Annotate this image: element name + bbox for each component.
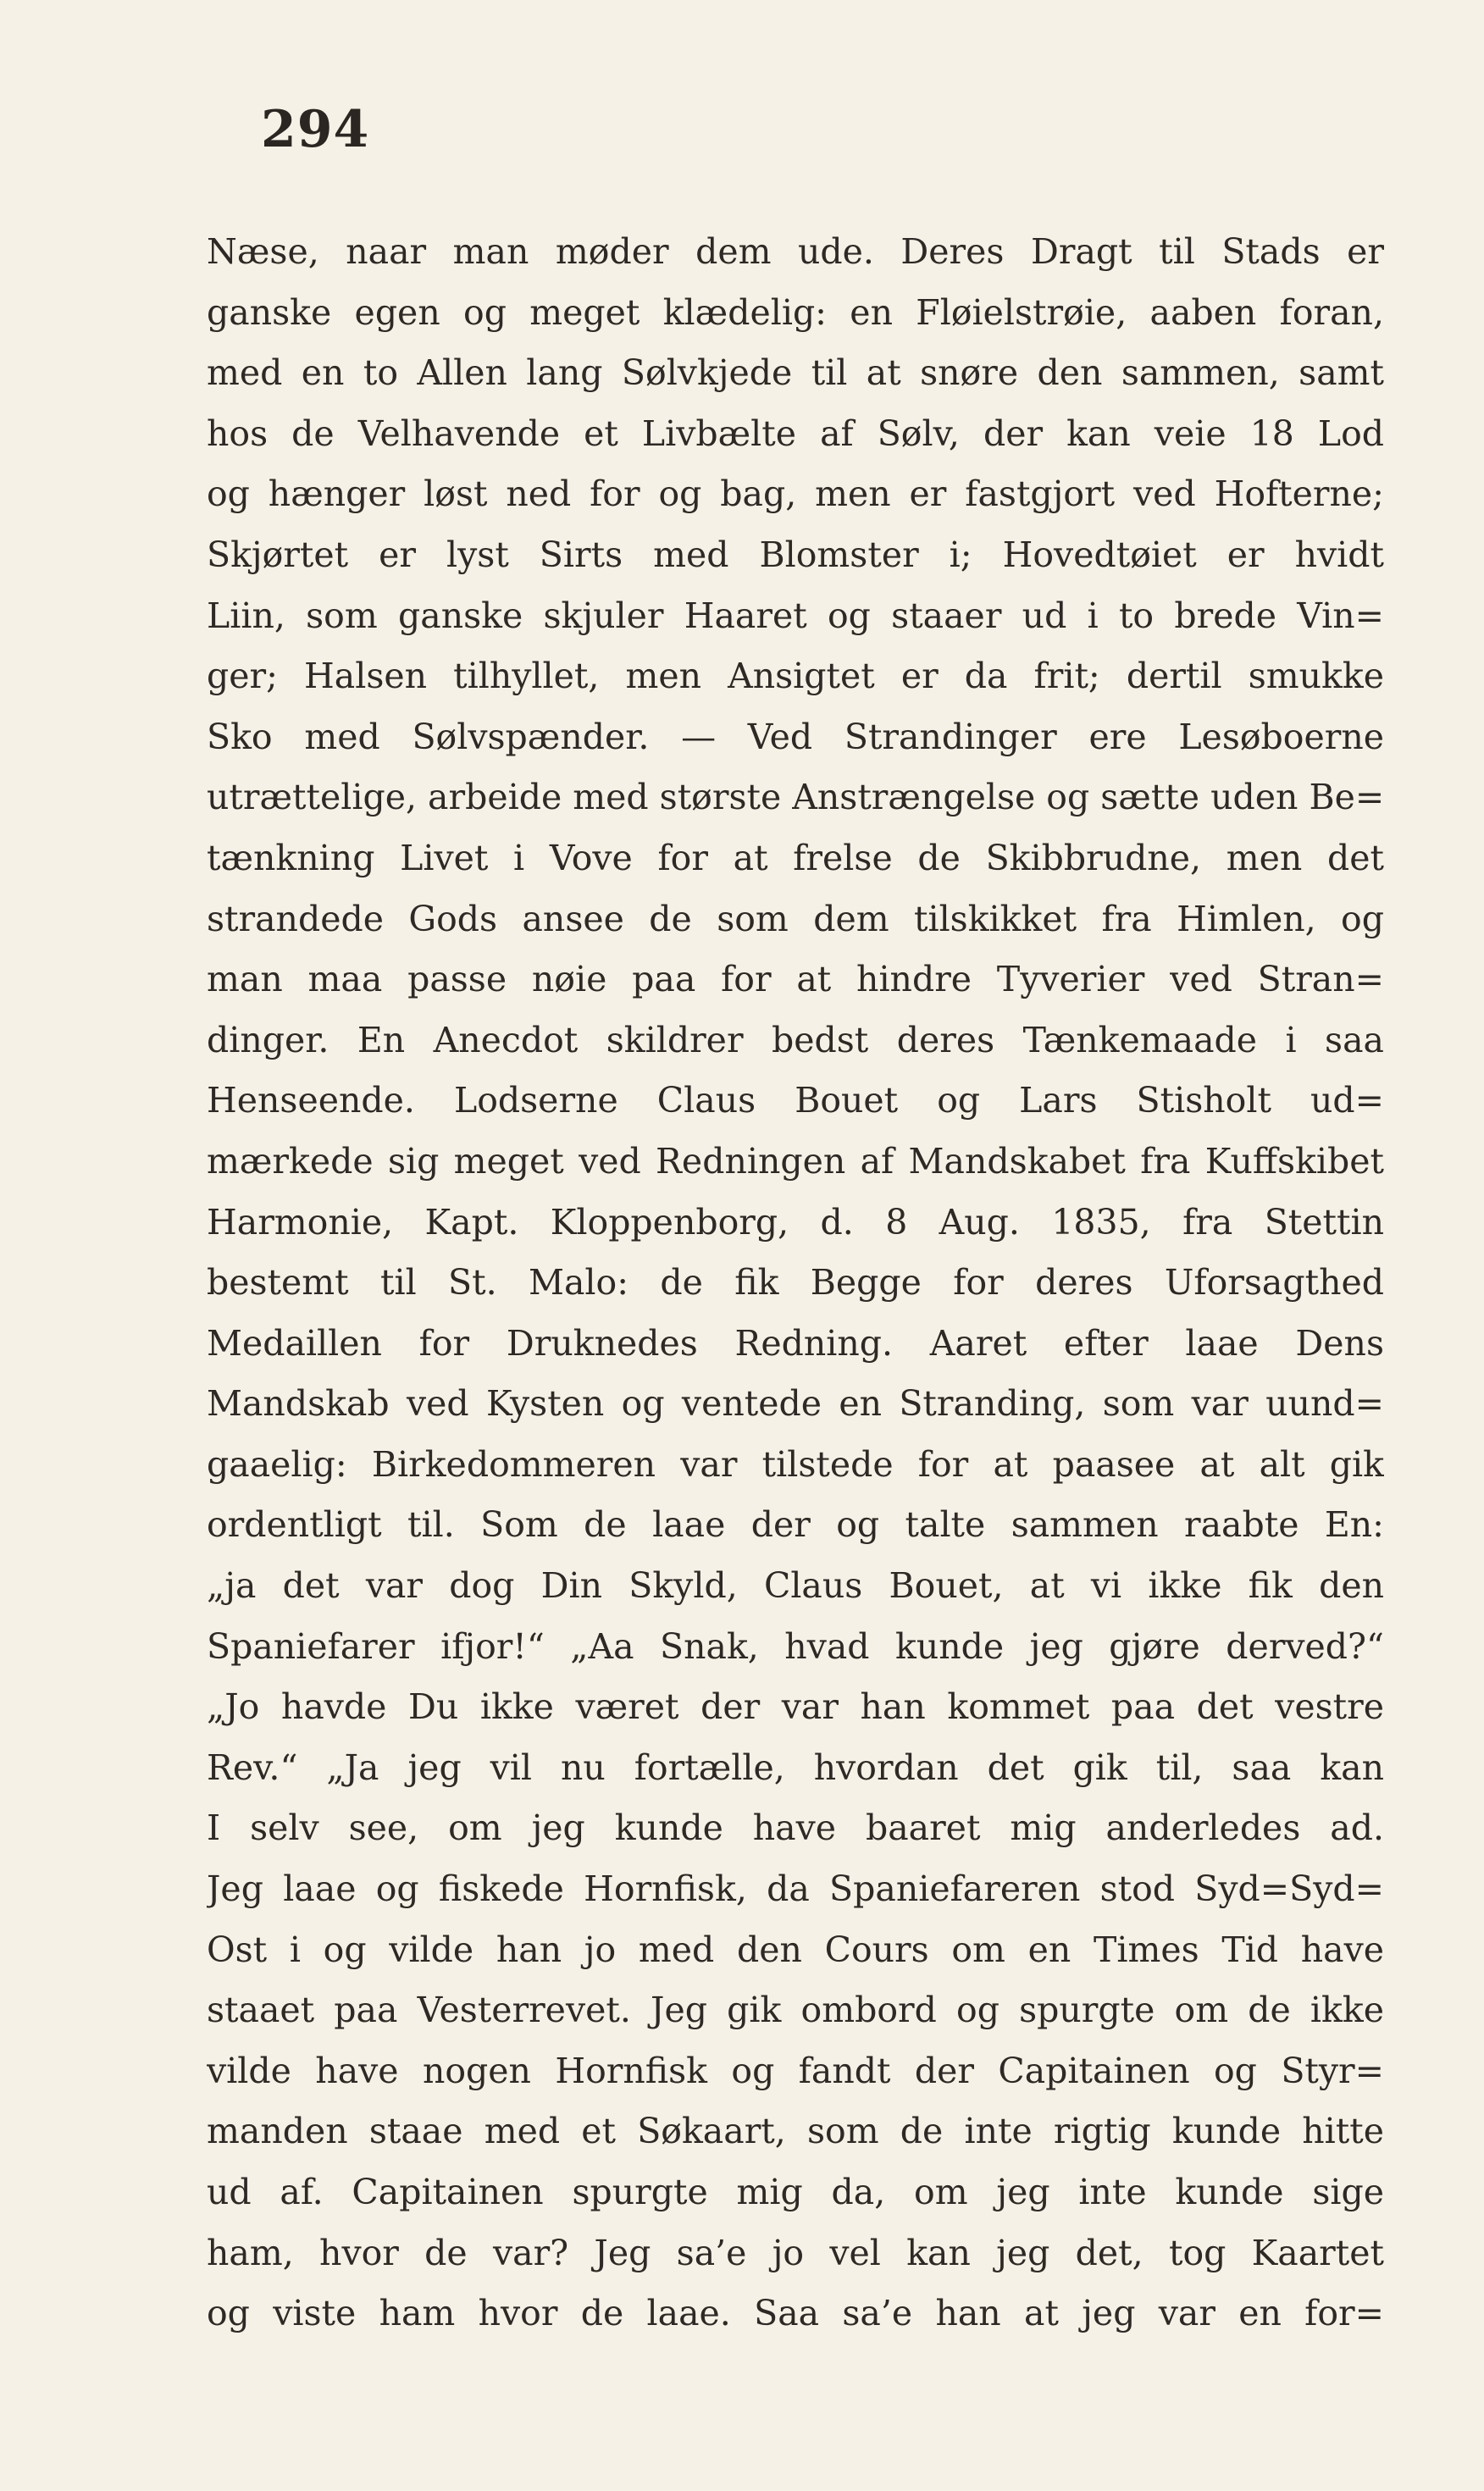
text-line: og hænger løst ned for og bag, men er fastgjort ved Hofterne;	[207, 473, 1384, 515]
text-line: Rev.“ „Ja jeg vil nu fortælle, hvordan det gik til, saa kan	[207, 1746, 1384, 1788]
text-line: man maa passe nøie paa for at hindre Tyverier ved Stran=	[207, 959, 1384, 1000]
text-line: Henseende. Lodserne Claus Bouet og Lars Stisholt ud=	[207, 1080, 1384, 1121]
text-line: gaaelig: Birkedommeren var tilstede for at paasee at alt gik	[207, 1443, 1384, 1485]
text-line: Medaillen for Druknedes Redning. Aaret efter laae Dens	[207, 1322, 1384, 1364]
text-line: ordentligt til. Som de laae der og talte sammen raabte En:	[207, 1504, 1384, 1546]
text-line: I selv see, om jeg kunde have baaret mig anderledes ad.	[207, 1807, 1384, 1849]
text-line: Ost i og vilde han jo med den Cours om en Times Tid have	[207, 1929, 1384, 1970]
text-line: strandede Gods ansee de som dem tilskikket fra Himlen, og	[207, 898, 1384, 939]
text-line: Spaniefarer ifjor!“ „Aa Snak, hvad kunde jeg gjøre derved?“	[207, 1625, 1384, 1667]
text-line: „ja det var dog Din Skyld, Claus Bouet, at vi ikke fik den	[207, 1565, 1384, 1607]
text-line: hos de Velhavende et Livbælte af Sølv, der kan veie 18 Lod	[207, 412, 1384, 454]
text-line: Liin, som ganske skjuler Haaret og staaer ud i to brede Vin=	[207, 595, 1384, 636]
text-line: ud af. Capitainen spurgte mig da, om jeg inte kunde sige	[207, 2172, 1384, 2212]
text-line: tænkning Livet i Vove for at frelse de Skibbrudne, men det	[207, 837, 1384, 878]
text-line: ganske egen og meget klædelig: en Fløielstrøie, aaben foran,	[207, 291, 1384, 333]
text-line: Næse, naar man møder dem ude. Deres Dragt til Stads er	[207, 231, 1384, 272]
text-line: vilde have nogen Hornfisk og fandt der Capitainen og Styr=	[207, 2050, 1384, 2091]
text-line: ger; Halsen tilhyllet, men Ansigtet er da frit; dertil smukke	[207, 656, 1384, 697]
text-line: mærkede sig meget ved Redningen af Mandskabet fra Kuffskibet	[207, 1140, 1384, 1182]
text-line: Harmonie, Kapt. Kloppenborg, d. 8 Aug. 1835, fra Stettin	[207, 1201, 1384, 1243]
text-line: Mandskab ved Kysten og ventede en Stranding, som var uund=	[207, 1383, 1384, 1425]
body-text	[207, 222, 1384, 2344]
text-line: staaet paa Vesterrevet. Jeg gik ombord og spurgte om de ikke	[207, 1990, 1384, 2031]
text-line: ham, hvor de var? Jeg sa’e jo vel kan jeg det, tog Kaartet	[207, 2232, 1384, 2273]
text-line: dinger. En Anecdot skildrer bedst deres Tænkemaade i saa	[207, 1019, 1384, 1060]
text-line: bestemt til St. Malo: de fik Begge for deres Uforsagthed	[207, 1262, 1384, 1304]
text-line: „Jo havde Du ikke været der var han kommet paa det vestre	[207, 1686, 1384, 1728]
text-line: Sko med Sølvspænder. — Ved Strandinger ere Lesøboerne	[207, 716, 1384, 757]
text-line: og viste ham hvor de laae. Saa sa’e han at jeg var en for=	[207, 2293, 1384, 2334]
text-line: Jeg laae og fiskede Hornfisk, da Spaniefareren stod Syd=Syd=	[207, 1868, 1384, 1910]
text-line: Skjørtet er lyst Sirts med Blomster i; Hovedtøiet er hvidt	[207, 534, 1384, 575]
page-number: 294	[261, 100, 370, 159]
text-line: manden staae med et Søkaart, som de inte rigtig kunde hitte	[207, 2111, 1384, 2152]
text-line: med en to Allen lang Sølvkjede til at snøre den sammen, samt	[207, 352, 1384, 394]
text-line: utrættelige, arbeide med største Anstrængelse og sætte uden Be=	[207, 777, 1384, 818]
